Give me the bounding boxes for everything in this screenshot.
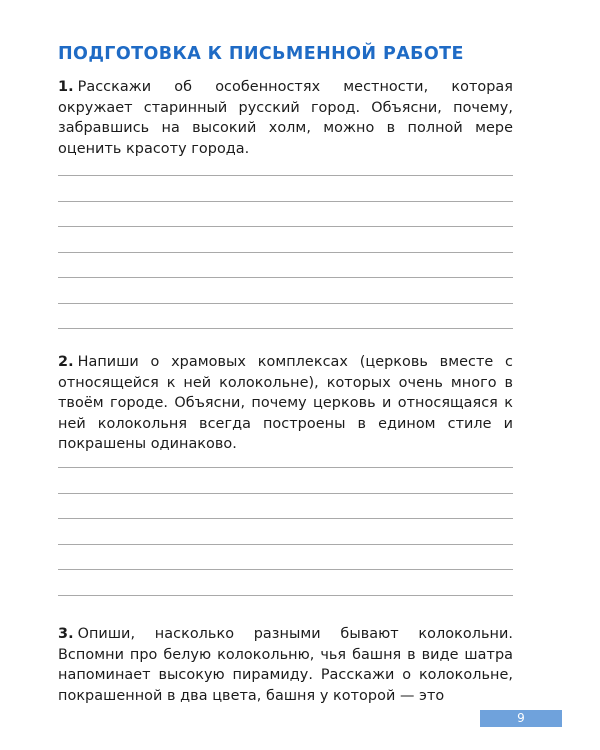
answer-lines-2[interactable] — [58, 467, 513, 620]
answer-line[interactable] — [58, 175, 513, 176]
task-3-number: 3. — [58, 626, 74, 642]
task-1-number: 1. — [58, 79, 74, 95]
task-1 — [58, 77, 513, 159]
task-2 — [58, 352, 513, 455]
task-2-text: Напиши о храмовых комплексах (церковь вместе с относящейся к ней колокольне), которых очень много в твоём городе. Объясни, почему церковь и относящаяся к ней колокольня всегда построены в едином стиле и покрашены одинаково. — [58, 354, 513, 452]
answer-line[interactable] — [58, 569, 513, 570]
answer-line[interactable] — [58, 328, 513, 329]
answer-line[interactable] — [58, 201, 513, 202]
task-1-text: Расскажи об особенностях местности, которая окружает старинный русский город. Объясни, почему, забравшись на высокий холм, можно в полной мере оценить красоту города. — [58, 79, 513, 157]
answer-line[interactable] — [58, 493, 513, 494]
answer-line[interactable] — [58, 303, 513, 304]
answer-line[interactable] — [58, 518, 513, 519]
section-heading: ПОДГОТОВКА К ПИСЬМЕННОЙ РАБОТЕ — [58, 44, 464, 64]
task-3-text: Опиши, насколько разными бывают колокольни. Вспомни про белую колокольню, чья башня в виде шатра напоминает высокую пирамиду. Расскажи о колокольне, покрашенной в два цвета, башня у которой — это — [58, 626, 513, 704]
task-2-number: 2. — [58, 354, 74, 370]
answer-line[interactable] — [58, 252, 513, 253]
page-number: 9 — [480, 710, 562, 727]
answer-line[interactable] — [58, 595, 513, 596]
answer-line[interactable] — [58, 544, 513, 545]
answer-line[interactable] — [58, 226, 513, 227]
task-3 — [58, 624, 513, 706]
answer-line[interactable] — [58, 467, 513, 468]
answer-lines-1[interactable] — [58, 175, 513, 354]
answer-line[interactable] — [58, 277, 513, 278]
